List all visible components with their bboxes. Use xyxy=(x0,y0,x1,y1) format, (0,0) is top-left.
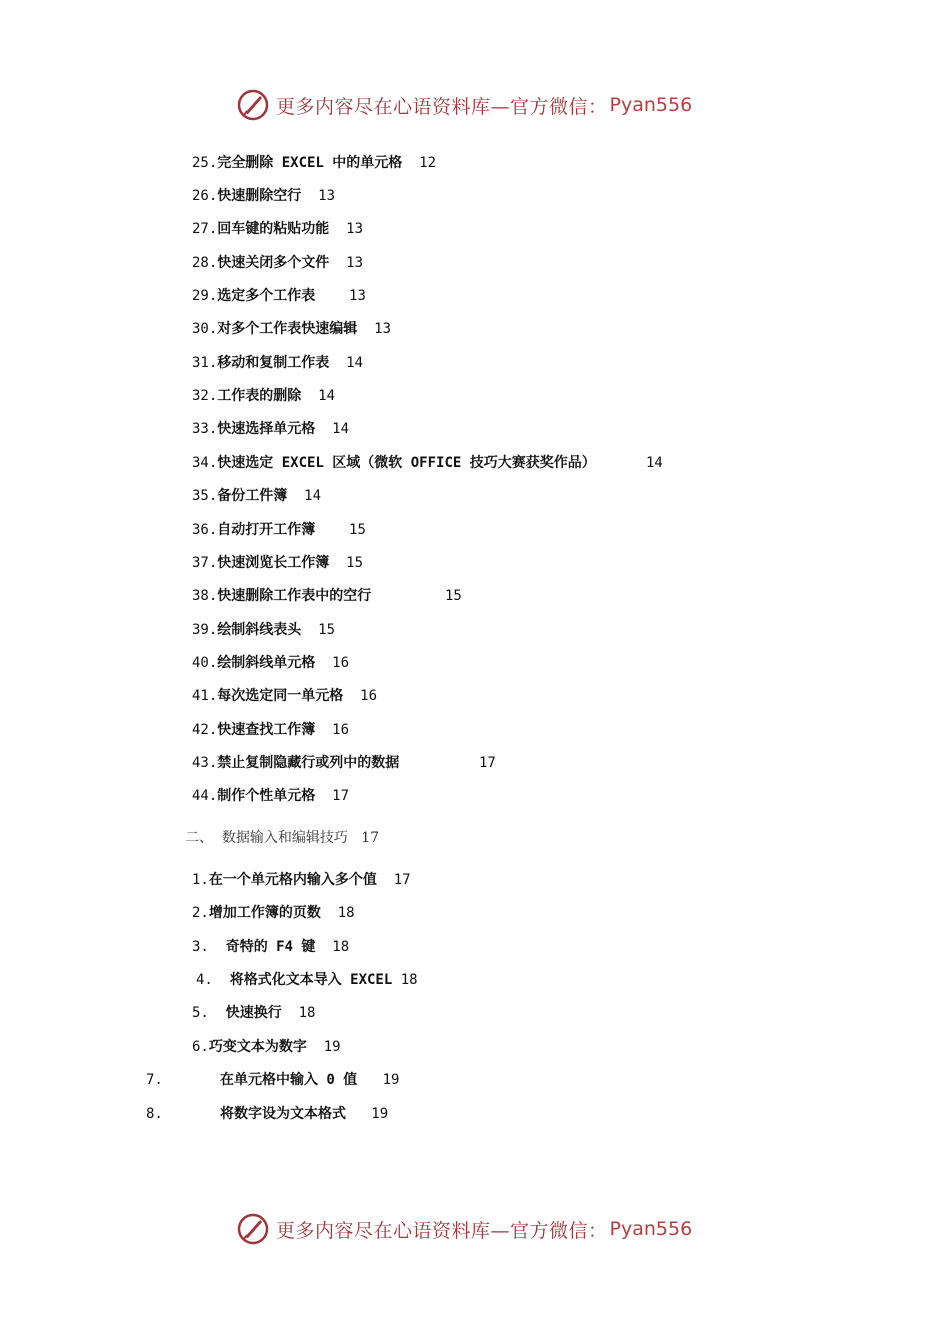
entry-title: 奇特的 F4 键 xyxy=(225,939,316,955)
toc-entry-2-7[interactable] xyxy=(220,1070,399,1090)
entry-page: 15 xyxy=(346,555,364,571)
toc-section-2[interactable] xyxy=(185,828,379,848)
entry-page: 18 xyxy=(400,972,418,988)
entry-page: 19 xyxy=(323,1039,341,1055)
toc-entry-25[interactable] xyxy=(192,153,436,173)
banner-handle: Pyan556 xyxy=(609,94,693,116)
toc-entry-27[interactable] xyxy=(192,219,363,239)
entry-number: 44. xyxy=(192,788,218,804)
entry-page: 19 xyxy=(371,1106,389,1122)
entry-page: 14 xyxy=(318,388,336,404)
entry-title: 对多个工作表快速编辑 xyxy=(217,321,358,337)
entry-title: 禁止复制隐藏行或列中的数据 xyxy=(217,755,400,771)
toc-entry-2-7-number: 7. xyxy=(146,1072,163,1088)
entry-title: 增加工作簿的页数 xyxy=(208,905,321,921)
entry-title: 绘制斜线单元格 xyxy=(217,655,316,671)
entry-number: 28. xyxy=(192,255,218,271)
entry-page: 14 xyxy=(346,355,364,371)
entry-title: 完全删除 EXCEL 中的单元格 xyxy=(217,155,403,171)
entry-title: 快速查找工作簿 xyxy=(217,722,316,738)
banner-handle: Pyan556 xyxy=(609,1218,693,1240)
toc-entry-42[interactable] xyxy=(192,720,349,740)
toc-entry-43[interactable] xyxy=(192,753,399,773)
entry-page: 14 xyxy=(304,488,322,504)
footer-banner xyxy=(236,1211,692,1247)
toc-entry-2-5[interactable] xyxy=(192,1003,315,1023)
entry-number: 25. xyxy=(192,155,218,171)
entry-number: 37. xyxy=(192,555,218,571)
entry-page: 15 xyxy=(318,622,336,638)
entry-number: 41. xyxy=(192,688,218,704)
entry-number: 33. xyxy=(192,421,218,437)
entry-page: 18 xyxy=(332,939,350,955)
entry-number: 32. xyxy=(192,388,218,404)
entry-title: 制作个性单元格 xyxy=(217,788,316,804)
toc-entry-2-4[interactable] xyxy=(196,970,418,990)
toc-entry-31[interactable] xyxy=(192,353,363,373)
entry-number: 31. xyxy=(192,355,218,371)
entry-page: 13 xyxy=(374,321,392,337)
toc-entry-2-1[interactable] xyxy=(192,870,411,890)
quill-logo-icon xyxy=(236,88,270,122)
entry-title: 工作表的删除 xyxy=(217,388,302,404)
entry-number: 5. xyxy=(192,1005,209,1021)
entry-page: 17 xyxy=(332,788,350,804)
section-title: 数据输入和编辑技巧 xyxy=(221,830,348,846)
entry-page: 18 xyxy=(337,905,355,921)
entry-title: 将数字设为文本格式 xyxy=(220,1106,346,1122)
entry-number: 27. xyxy=(192,221,218,237)
entry-page: 14 xyxy=(332,421,350,437)
quill-logo-icon xyxy=(236,1212,270,1246)
toc-entry-2-6[interactable] xyxy=(192,1037,341,1057)
header-banner xyxy=(236,87,692,123)
entry-page: 13 xyxy=(346,221,364,237)
toc-entry-33[interactable] xyxy=(192,419,349,439)
entry-number: 39. xyxy=(192,622,218,638)
toc-entry-38[interactable] xyxy=(192,586,371,606)
entry-title: 选定多个工作表 xyxy=(217,288,316,304)
banner-text: 更多内容尽在心语资料库—官方微信： xyxy=(276,95,608,118)
entry-number: 40. xyxy=(192,655,218,671)
toc-entry-35[interactable] xyxy=(192,486,321,506)
banner-text: 更多内容尽在心语资料库—官方微信： xyxy=(276,1219,608,1242)
entry-title: 回车键的粘贴功能 xyxy=(217,221,330,237)
entry-number: 34. xyxy=(192,455,218,471)
entry-title: 快速选定 EXCEL 区域（微软 OFFICE 技巧大赛获奖作品） xyxy=(217,455,596,471)
entry-title: 将格式化文本导入 EXCEL xyxy=(229,972,393,988)
toc-entry-36[interactable] xyxy=(192,520,366,540)
entry-number: 3. xyxy=(192,939,209,955)
entry-title: 快速删除空行 xyxy=(217,188,302,204)
entry-title: 备份工件簿 xyxy=(217,488,288,504)
section-number: 二、 xyxy=(185,830,213,846)
entry-page: 13 xyxy=(349,288,366,304)
entry-page: 16 xyxy=(332,722,350,738)
entry-title: 每次选定同一单元格 xyxy=(217,688,344,704)
toc-entry-32[interactable] xyxy=(192,386,335,406)
entry-page: 18 xyxy=(298,1005,316,1021)
entry-number: 36. xyxy=(192,522,218,538)
entry-title: 移动和复制工作表 xyxy=(217,355,330,371)
entry-title: 巧变文本为数字 xyxy=(208,1039,307,1055)
entry-page: 19 xyxy=(382,1072,400,1088)
entry-page: 15 xyxy=(349,522,366,538)
section-page: 17 xyxy=(361,830,380,846)
entry-title: 绘制斜线表头 xyxy=(217,622,302,638)
toc-entry-2-8-number: 8. xyxy=(146,1106,163,1122)
toc-entry-30[interactable] xyxy=(192,319,391,339)
toc-entry-41[interactable] xyxy=(192,686,377,706)
entry-title: 快速删除工作表中的空行 xyxy=(217,588,372,604)
entry-page: 16 xyxy=(360,688,378,704)
toc-entry-37[interactable] xyxy=(192,553,363,573)
toc-entry-40[interactable] xyxy=(192,653,349,673)
entry-page: 13 xyxy=(318,188,336,204)
toc-entry-29[interactable] xyxy=(192,286,366,306)
toc-entry-2-3[interactable] xyxy=(192,937,349,957)
entry-number: 6. xyxy=(192,1039,209,1055)
entry-title: 在一个单元格内输入多个值 xyxy=(208,872,377,888)
toc-entry-43-page: 17 xyxy=(479,755,496,771)
entry-number: 43. xyxy=(192,755,218,771)
entry-number: 29. xyxy=(192,288,218,304)
entry-page: 16 xyxy=(332,655,350,671)
toc-entry-44[interactable] xyxy=(192,786,349,806)
entry-title: 自动打开工作簿 xyxy=(217,522,316,538)
toc-entry-28[interactable] xyxy=(192,253,363,273)
toc-entry-38-page: 15 xyxy=(445,588,462,604)
entry-title: 快速选择单元格 xyxy=(217,421,316,437)
entry-number: 30. xyxy=(192,321,218,337)
entry-number: 1. xyxy=(192,872,209,888)
entry-title: 快速换行 xyxy=(225,1005,282,1021)
entry-title: 在单元格中输入 0 值 xyxy=(220,1072,358,1088)
entry-page: 12 xyxy=(419,155,437,171)
toc-entry-2-2[interactable] xyxy=(192,903,355,923)
toc-entry-26[interactable] xyxy=(192,186,335,206)
entry-number: 35. xyxy=(192,488,218,504)
toc-entry-39[interactable] xyxy=(192,620,335,640)
entry-number: 26. xyxy=(192,188,218,204)
entry-page: 13 xyxy=(346,255,364,271)
entry-number: 2. xyxy=(192,905,209,921)
entry-number: 42. xyxy=(192,722,218,738)
toc-entry-34[interactable] xyxy=(192,453,596,473)
toc-entry-34-page: 14 xyxy=(646,455,663,471)
entry-number: 38. xyxy=(192,588,218,604)
entry-page: 17 xyxy=(393,872,411,888)
entry-title: 快速关闭多个文件 xyxy=(217,255,330,271)
entry-title: 快速浏览长工作簿 xyxy=(217,555,330,571)
toc-entry-2-8[interactable] xyxy=(220,1104,388,1124)
entry-number: 4. xyxy=(196,972,213,988)
